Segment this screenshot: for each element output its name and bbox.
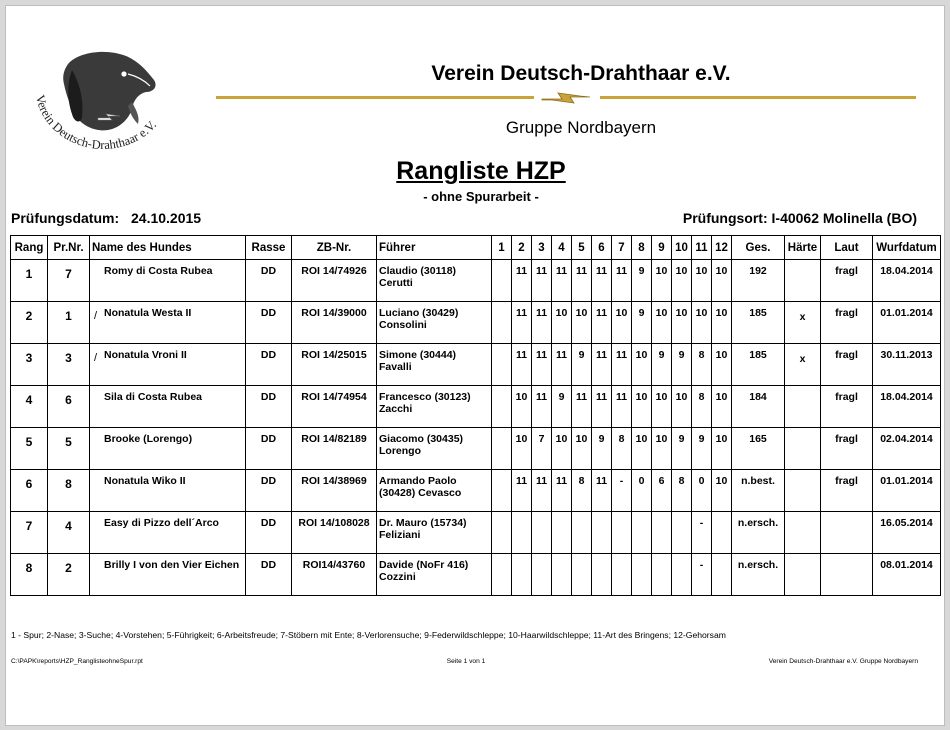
- score-cell: [712, 554, 732, 596]
- birth-date-cell: 01.01.2014: [873, 302, 941, 344]
- score-cell: 8: [692, 386, 712, 428]
- hardness-cell: [785, 512, 821, 554]
- score-cell: 10: [612, 302, 632, 344]
- score-cell: [532, 554, 552, 596]
- score-cell: [612, 512, 632, 554]
- rank-cell: 4: [11, 386, 48, 428]
- handler-line-1: Luciano (30429): [379, 307, 459, 319]
- lightning-emblem-icon: [540, 90, 592, 106]
- column-header: Rasse: [246, 236, 292, 260]
- exam-place-label: Prüfungsort:: [682, 210, 768, 226]
- exam-number-cell: 1: [48, 302, 90, 344]
- score-cell: 8: [692, 344, 712, 386]
- score-cell: 11: [552, 344, 572, 386]
- column-header: 1: [492, 236, 512, 260]
- score-cell: [632, 512, 652, 554]
- voice-cell: fragl: [821, 260, 873, 302]
- exam-number-cell: 5: [48, 428, 90, 470]
- table-row: [11, 260, 941, 302]
- hardness-cell: [785, 470, 821, 512]
- score-cell: 9: [632, 302, 652, 344]
- exam-number-cell: 6: [48, 386, 90, 428]
- voice-cell: fragl: [821, 344, 873, 386]
- score-cell: 11: [512, 470, 532, 512]
- registry-number-cell: ROI 14/74954: [292, 386, 377, 428]
- column-header: Wurfdatum: [873, 236, 941, 260]
- exam-date-value: 24.10.2015: [131, 210, 202, 226]
- handler-line-2: Consolini: [379, 319, 427, 331]
- rank-cell: 2: [11, 302, 48, 344]
- score-legend: 1 - Spur; 2-Nase; 3-Suche; 4-Vorstehen; 5-Führigkeit; 6-Arbeitsfreude; 7-Stöbern mit Ente; 8-Verlorensuche; 9-Federwildschleppe; 10-Haarwildschleppe; 11-Art des Bringens; 12-Gehorsam: [11, 630, 726, 640]
- score-cell: 10: [672, 260, 692, 302]
- exam-number-cell: 2: [48, 554, 90, 596]
- score-cell: [492, 512, 512, 554]
- exam-date-label: Prüfungsdatum:: [11, 210, 120, 226]
- dog-name-cell: [90, 554, 246, 596]
- score-cell: 10: [712, 302, 732, 344]
- score-cell: 10: [632, 428, 652, 470]
- handler-cell: [377, 470, 492, 512]
- handler-cell: [377, 512, 492, 554]
- breed-cell: DD: [246, 302, 292, 344]
- rank-cell: 3: [11, 344, 48, 386]
- column-header: Name des Hundes: [90, 236, 246, 260]
- exam-date: [11, 210, 201, 226]
- score-cell: [492, 386, 512, 428]
- score-cell: [492, 470, 512, 512]
- score-cell: [652, 512, 672, 554]
- birth-date-cell: 08.01.2014: [873, 554, 941, 596]
- score-cell: [532, 512, 552, 554]
- voice-cell: [821, 554, 873, 596]
- score-cell: 11: [612, 260, 632, 302]
- handler-cell: [377, 302, 492, 344]
- score-cell: 10: [712, 260, 732, 302]
- score-cell: 10: [712, 344, 732, 386]
- handler-line-1: Davide (NoFr 416): [379, 559, 469, 571]
- score-cell: [652, 554, 672, 596]
- birth-date-cell: 18.04.2014: [873, 386, 941, 428]
- rank-cell: 8: [11, 554, 48, 596]
- score-cell: 10: [552, 302, 572, 344]
- score-cell: [632, 554, 652, 596]
- registry-number-cell: ROI14/43760: [292, 554, 377, 596]
- dog-name: Romy di Costa Rubea: [104, 265, 213, 277]
- handler-cell: [377, 344, 492, 386]
- column-header: 12: [712, 236, 732, 260]
- handler-line-1: Giacomo (30435): [379, 433, 464, 445]
- table-row: [11, 386, 941, 428]
- score-cell: 10: [712, 386, 732, 428]
- voice-cell: [821, 512, 873, 554]
- score-cell: [672, 512, 692, 554]
- score-cell: 0: [692, 470, 712, 512]
- page-title: Rangliste HZP: [396, 157, 566, 185]
- table-row: [11, 470, 941, 512]
- score-cell: 11: [512, 344, 532, 386]
- handler-cell: [377, 386, 492, 428]
- exam-number-cell: 3: [48, 344, 90, 386]
- footer-report-path: C:\PAPK\reports\HZP_RanglisteohneSpur.rpt: [11, 658, 143, 665]
- breed-cell: DD: [246, 344, 292, 386]
- score-cell: 9: [572, 344, 592, 386]
- score-cell: 11: [532, 470, 552, 512]
- dog-name-cell: [90, 386, 246, 428]
- registry-number-cell: ROI 14/108028: [292, 512, 377, 554]
- column-header: 7: [612, 236, 632, 260]
- column-header: Pr.Nr.: [48, 236, 90, 260]
- score-cell: 10: [672, 386, 692, 428]
- handler-line-1: Simone (30444): [379, 349, 457, 361]
- score-cell: 10: [652, 386, 672, 428]
- registry-number-cell: ROI 14/38969: [292, 470, 377, 512]
- hardness-cell: [785, 554, 821, 596]
- score-cell: [492, 260, 512, 302]
- dog-name: Nonatula Westa II: [104, 307, 192, 319]
- column-header: ZB-Nr.: [292, 236, 377, 260]
- score-cell: 11: [572, 386, 592, 428]
- score-cell: 11: [512, 302, 532, 344]
- score-cell: [552, 512, 572, 554]
- handler-line-2: Lorengo: [379, 445, 421, 457]
- registry-number-cell: ROI 14/82189: [292, 428, 377, 470]
- handler-line-1: Armando Paolo: [379, 475, 457, 487]
- exam-number-cell: 7: [48, 260, 90, 302]
- table-row: [11, 512, 941, 554]
- row-mark: /: [94, 352, 98, 364]
- total-cell: n.ersch.: [732, 512, 785, 554]
- score-cell: 11: [532, 344, 552, 386]
- score-cell: 10: [552, 428, 572, 470]
- birth-date-cell: 02.04.2014: [873, 428, 941, 470]
- score-cell: [572, 554, 592, 596]
- score-cell: 11: [612, 344, 632, 386]
- dog-name: Brilly I von den Vier Eichen: [104, 559, 240, 571]
- score-cell: [612, 554, 632, 596]
- handler-line-2: (30428) Cevasco: [379, 487, 462, 499]
- table-row: [11, 428, 941, 470]
- rank-cell: 1: [11, 260, 48, 302]
- birth-date-cell: 18.04.2014: [873, 260, 941, 302]
- handler-line-1: Dr. Mauro (15734): [379, 517, 467, 529]
- exam-number-cell: 8: [48, 470, 90, 512]
- total-cell: 185: [732, 344, 785, 386]
- score-cell: 10: [652, 302, 672, 344]
- score-cell: 0: [632, 470, 652, 512]
- birth-date-cell: 30.11.2013: [873, 344, 941, 386]
- hardness-cell: x: [785, 302, 821, 344]
- score-cell: [572, 512, 592, 554]
- column-header: Rang: [11, 236, 48, 260]
- score-cell: 10: [712, 470, 732, 512]
- score-cell: [492, 554, 512, 596]
- table-row: [11, 554, 941, 596]
- voice-cell: fragl: [821, 428, 873, 470]
- hardness-cell: [785, 260, 821, 302]
- table-header-row: [11, 236, 941, 260]
- column-header: 5: [572, 236, 592, 260]
- score-cell: 11: [572, 260, 592, 302]
- score-cell: 11: [552, 260, 572, 302]
- logo-lettering: Verein Deutsch-Drahthaar e.V.: [32, 93, 160, 153]
- registry-number-cell: ROI 14/25015: [292, 344, 377, 386]
- handler-line-2: Favalli: [379, 361, 412, 373]
- column-header: 6: [592, 236, 612, 260]
- score-cell: 10: [652, 260, 672, 302]
- group-name: Gruppe Nordbayern: [505, 118, 657, 137]
- dog-name-cell: [90, 428, 246, 470]
- column-header: 2: [512, 236, 532, 260]
- dog-name-cell: [90, 512, 246, 554]
- score-cell: 9: [672, 428, 692, 470]
- row-mark: /: [94, 310, 98, 322]
- score-cell: -: [692, 512, 712, 554]
- handler-line-1: Claudio (30118): [379, 265, 457, 277]
- score-cell: 11: [592, 302, 612, 344]
- column-header: 3: [532, 236, 552, 260]
- column-header: 11: [692, 236, 712, 260]
- breed-cell: DD: [246, 554, 292, 596]
- ranking-table: [10, 235, 941, 596]
- score-cell: 10: [652, 428, 672, 470]
- score-cell: [592, 512, 612, 554]
- club-logo: [28, 44, 178, 164]
- score-cell: 10: [692, 302, 712, 344]
- page-subtitle: - ohne Spurarbeit -: [423, 189, 539, 204]
- hardness-cell: [785, 386, 821, 428]
- score-cell: 8: [672, 470, 692, 512]
- score-cell: [512, 512, 532, 554]
- score-cell: [552, 554, 572, 596]
- score-cell: 11: [532, 386, 552, 428]
- dog-name: Brooke (Lorengo): [104, 433, 193, 445]
- score-cell: [672, 554, 692, 596]
- total-cell: 185: [732, 302, 785, 344]
- score-cell: 9: [692, 428, 712, 470]
- column-header: 9: [652, 236, 672, 260]
- score-cell: 11: [592, 386, 612, 428]
- score-cell: 6: [652, 470, 672, 512]
- score-cell: 10: [712, 428, 732, 470]
- score-cell: 10: [512, 386, 532, 428]
- score-cell: 10: [672, 302, 692, 344]
- score-cell: 11: [532, 302, 552, 344]
- exam-place: [683, 210, 917, 226]
- score-cell: [712, 512, 732, 554]
- column-header: Laut: [821, 236, 873, 260]
- handler-cell: [377, 260, 492, 302]
- score-cell: 10: [632, 386, 652, 428]
- dog-name-cell: [90, 302, 246, 344]
- column-header: 8: [632, 236, 652, 260]
- table-row: [11, 302, 941, 344]
- column-header: 4: [552, 236, 572, 260]
- score-cell: 11: [512, 260, 532, 302]
- score-cell: 10: [512, 428, 532, 470]
- exam-place-value: I-40062 Molinella (BO): [771, 210, 917, 226]
- organization-title: Verein Deutsch-Drahthaar e.V.: [431, 62, 731, 85]
- score-cell: 11: [532, 260, 552, 302]
- total-cell: 165: [732, 428, 785, 470]
- handler-line-2: Cozzini: [379, 571, 416, 583]
- registry-number-cell: ROI 14/74926: [292, 260, 377, 302]
- score-cell: 10: [572, 428, 592, 470]
- column-header: 10: [672, 236, 692, 260]
- breed-cell: DD: [246, 470, 292, 512]
- voice-cell: fragl: [821, 470, 873, 512]
- decorative-rule-left: [216, 96, 534, 99]
- handler-cell: [377, 554, 492, 596]
- score-cell: 10: [632, 344, 652, 386]
- total-cell: 184: [732, 386, 785, 428]
- handler-line-1: Francesco (30123): [379, 391, 471, 403]
- handler-line-2: Feliziani: [379, 529, 421, 541]
- table-row: [11, 344, 941, 386]
- handler-cell: [377, 428, 492, 470]
- voice-cell: fragl: [821, 302, 873, 344]
- breed-cell: DD: [246, 260, 292, 302]
- total-cell: n.ersch.: [732, 554, 785, 596]
- breed-cell: DD: [246, 512, 292, 554]
- score-cell: 8: [612, 428, 632, 470]
- hardness-cell: [785, 428, 821, 470]
- score-cell: 10: [692, 260, 712, 302]
- dog-name: Easy di Pizzo dell´Arco: [104, 517, 219, 529]
- breed-cell: DD: [246, 386, 292, 428]
- score-cell: 11: [592, 344, 612, 386]
- registry-number-cell: ROI 14/39000: [292, 302, 377, 344]
- birth-date-cell: 01.01.2014: [873, 470, 941, 512]
- score-cell: [492, 428, 512, 470]
- hardness-cell: x: [785, 344, 821, 386]
- column-header: Führer: [377, 236, 492, 260]
- handler-line-2: Zacchi: [379, 403, 413, 415]
- score-cell: 9: [552, 386, 572, 428]
- dog-name: Sila di Costa Rubea: [104, 391, 203, 403]
- score-cell: 8: [572, 470, 592, 512]
- total-cell: 192: [732, 260, 785, 302]
- dog-name-cell: [90, 260, 246, 302]
- column-header: Härte: [785, 236, 821, 260]
- score-cell: -: [692, 554, 712, 596]
- score-cell: 9: [632, 260, 652, 302]
- score-cell: 9: [672, 344, 692, 386]
- voice-cell: fragl: [821, 386, 873, 428]
- dog-name: Nonatula Vroni II: [104, 349, 187, 361]
- footer-organization: Verein Deutsch-Drahthaar e.V. Gruppe Nordbayern: [768, 658, 918, 665]
- footer-page-number: Seite 1 von 1: [446, 658, 486, 665]
- score-cell: 11: [552, 470, 572, 512]
- score-cell: 9: [652, 344, 672, 386]
- dog-name-cell: [90, 344, 246, 386]
- dog-name-cell: [90, 470, 246, 512]
- handler-line-2: Cerutti: [379, 277, 413, 289]
- score-cell: [592, 554, 612, 596]
- total-cell: n.best.: [732, 470, 785, 512]
- score-cell: 7: [532, 428, 552, 470]
- score-cell: 11: [592, 260, 612, 302]
- score-cell: [492, 302, 512, 344]
- exam-number-cell: 4: [48, 512, 90, 554]
- decorative-rule-right: [600, 96, 916, 99]
- rank-cell: 7: [11, 512, 48, 554]
- dog-name: Nonatula Wiko II: [104, 475, 186, 487]
- score-cell: 9: [592, 428, 612, 470]
- birth-date-cell: 16.05.2014: [873, 512, 941, 554]
- document-page: [5, 5, 945, 726]
- score-cell: 11: [612, 386, 632, 428]
- breed-cell: DD: [246, 428, 292, 470]
- score-cell: 11: [592, 470, 612, 512]
- column-header: Ges.: [732, 236, 785, 260]
- score-cell: [512, 554, 532, 596]
- score-cell: -: [612, 470, 632, 512]
- score-cell: 10: [572, 302, 592, 344]
- score-cell: [492, 344, 512, 386]
- rank-cell: 6: [11, 470, 48, 512]
- rank-cell: 5: [11, 428, 48, 470]
